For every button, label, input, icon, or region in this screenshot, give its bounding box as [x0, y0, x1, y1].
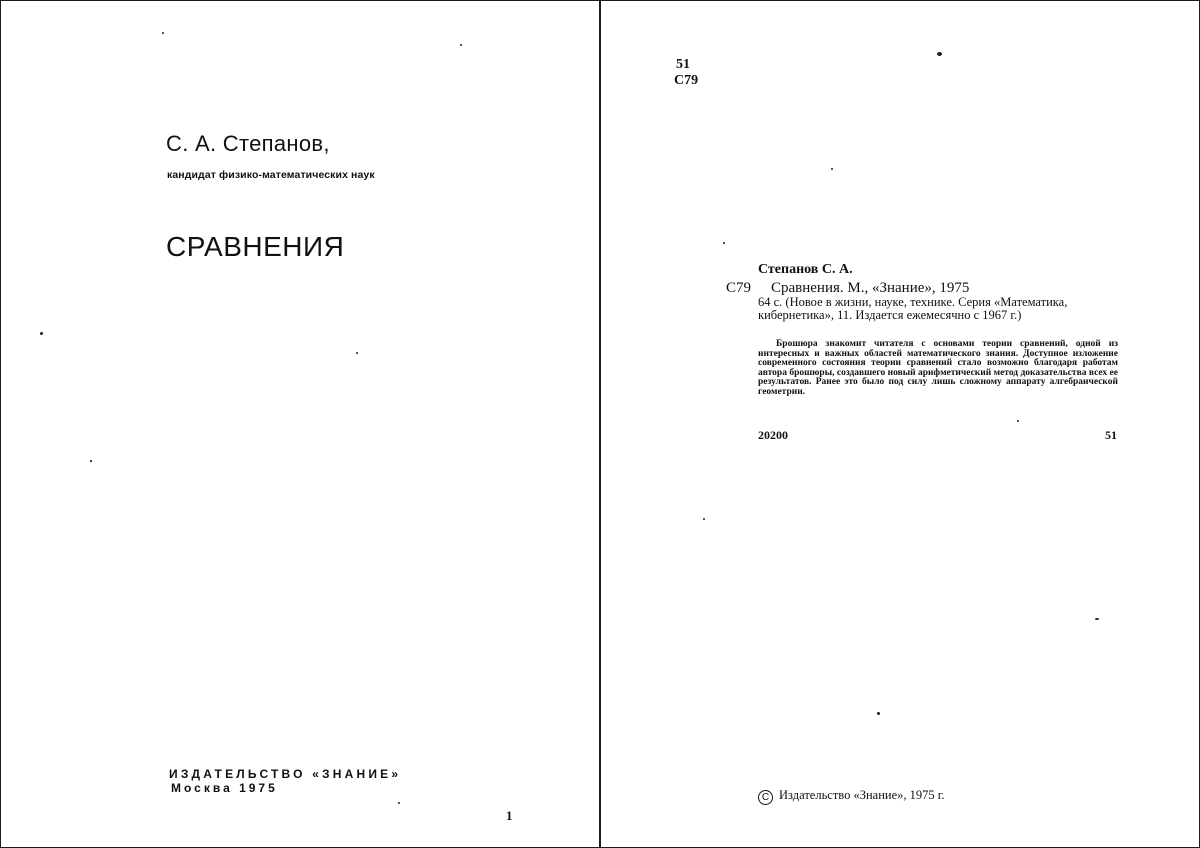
- author-degree: кандидат физико-математических наук: [167, 169, 375, 181]
- print-speck: [877, 712, 880, 715]
- print-speck: [1095, 618, 1099, 620]
- print-speck: [723, 242, 725, 244]
- bbk-index: С79: [674, 73, 699, 88]
- publisher-name: ИЗДАТЕЛЬСТВО «ЗНАНИЕ»: [169, 767, 402, 781]
- copyright-icon: C: [758, 790, 773, 805]
- print-speck: [703, 518, 705, 520]
- udc-index: 51: [676, 57, 690, 72]
- print-speck: [90, 460, 92, 462]
- print-speck: [40, 332, 43, 335]
- catalog-code: С79: [726, 280, 752, 296]
- publication-city-year: Москва 1975: [171, 781, 278, 795]
- print-speck: [831, 168, 833, 170]
- publication-code: 20200: [758, 428, 788, 442]
- catalog-description: 64 с. (Новое в жизни, науке, технике. Серия «Математика, кибернетика», 11. Издается ежемесячно с 1967 г.): [758, 295, 1068, 322]
- print-speck: [937, 52, 942, 56]
- page-number: 1: [506, 808, 513, 823]
- classification-code: 51: [1105, 428, 1117, 442]
- print-speck: [460, 44, 462, 46]
- annotation-text: Брошюра знакомит читателя с основами теории сравнений, одной из интересных и важных областей математического знания. Доступное изложение современного состояния теории сравнений стало возможно благодаря работам автора брошюры, создавшего новый арифметический метод доказательства всех ее результатов. Ранее это было под силу лишь сложному аппарату алгебраической геометрии.: [758, 339, 1118, 397]
- copyright-line: [758, 788, 945, 805]
- author-name: С. А. Степанов,: [166, 131, 330, 156]
- print-speck: [398, 802, 400, 804]
- catalog-title: Сравнения. М., «Знание», 1975: [771, 280, 970, 296]
- copyright-text: Издательство «Знание», 1975 г.: [779, 788, 945, 802]
- print-speck: [162, 32, 164, 34]
- copyright-page: [601, 0, 1200, 848]
- print-speck: [356, 352, 358, 354]
- catalog-author: Степанов С. А.: [758, 262, 853, 277]
- book-title: СРАВНЕНИЯ: [166, 231, 345, 262]
- print-speck: [1017, 420, 1019, 422]
